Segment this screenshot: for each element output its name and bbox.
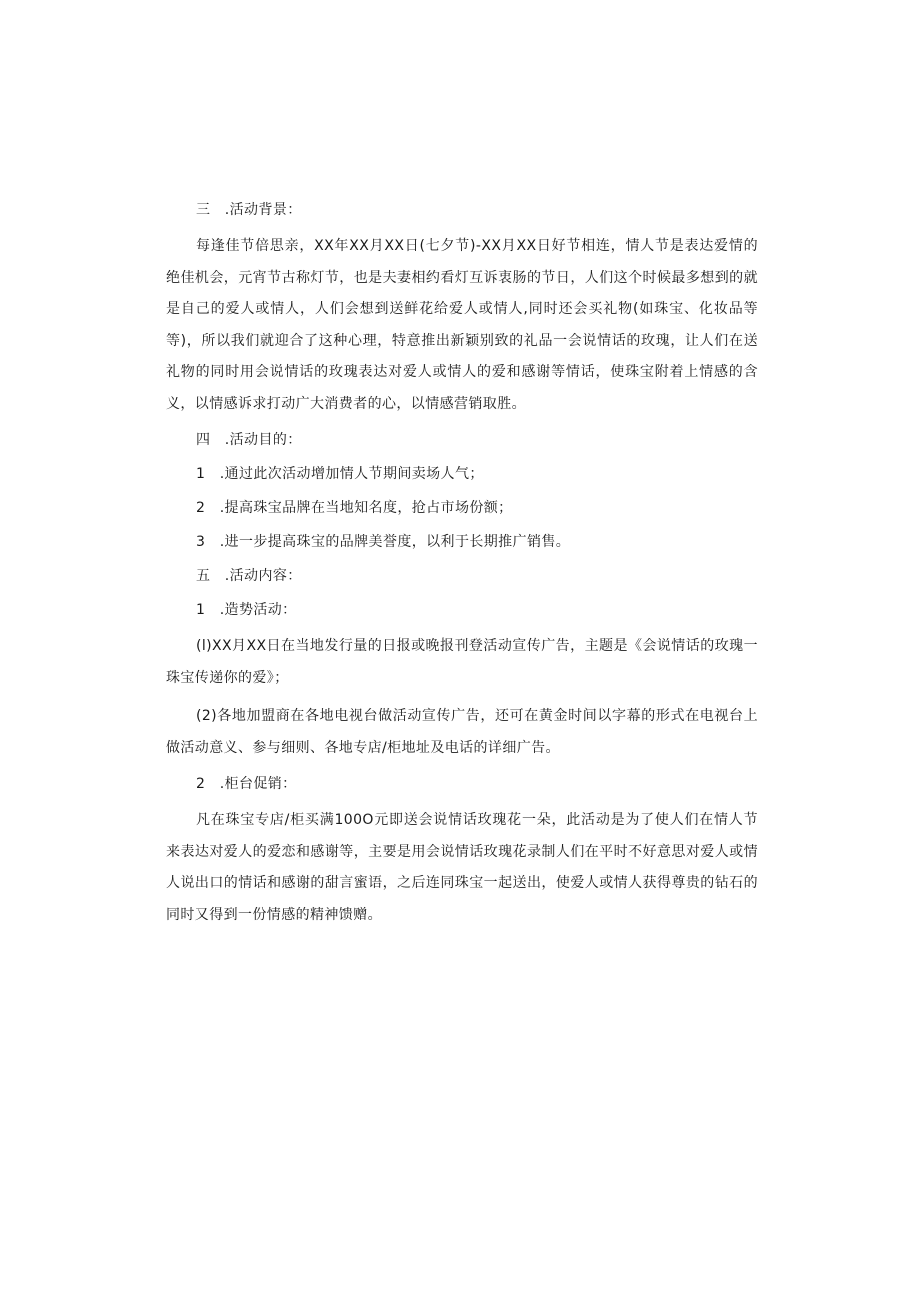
section-heading-content: 五 .活动内容： [196,568,302,584]
goal-item-1: 1 .通过此次活动增加情人节期间卖场人气； [196,466,484,482]
section-heading-goals: 四 .活动目的： [196,432,302,448]
subheading-counter-sales: 2 .柜台促销： [196,776,297,792]
promotion-item-1: (l)XX月XX日在当地发行量的日报或晚报刊登活动宣传广告，主题是《会说情话的玫瑰一珠宝传递你的爱》； [166,638,758,686]
promotion-item-2: (2)各地加盟商在各地电视台做活动宣传广告，还可在黄金时间以字幕的形式在电视台上做活动意义、参与细则、各地专店/柜地址及电话的详细广告。 [166,708,758,756]
section-heading-background: 三 .活动背景： [196,202,302,218]
goal-item-3: 3 .进一步提高珠宝的品牌美誉度，以利于长期推广销售。 [196,534,571,550]
subheading-promotion: 1 .造势活动： [196,602,297,618]
goal-item-2: 2 .提高珠宝品牌在当地知名度，抢占市场份额； [196,500,513,516]
document-body [166,197,758,938]
background-paragraph: 每逢佳节倍思亲，XX年XX月XX日(七夕节)-XX月XX日好节相连，情人节是表达爱情的绝佳机会，元宵节古称灯节，也是夫妻相约看灯互诉衷肠的节日，人们这个时候最多想到的就是自己的爱人或情人，人们会想到送鲜花给爱人或情人,同时还会买礼物(如珠宝、化妆品等等)，所以我们就迎合了这种心理，特意推出新颖别致的礼品一会说情话的玫瑰，让人们在送礼物的同时用会说情话的玫瑰表达对爱人或情人的爱和感谢等情话，使珠宝附着上情感的含义，以情感诉求打动广大消费者的心，以情感营销取胜。 [166,238,758,412]
counter-sales-paragraph: 凡在珠宝专店/柜买满100O元即送会说情话玫瑰花一朵，此活动是为了使人们在情人节来表达对爱人的爱恋和感谢等，主要是用会说情话玫瑰花录制人们在平时不好意思对爱人或情人说出口的情话和感谢的甜言蜜语，之后连同珠宝一起送出，使爱人或情人获得尊贵的钻石的同时又得到一份情感的精神馈赠。 [166,812,758,923]
